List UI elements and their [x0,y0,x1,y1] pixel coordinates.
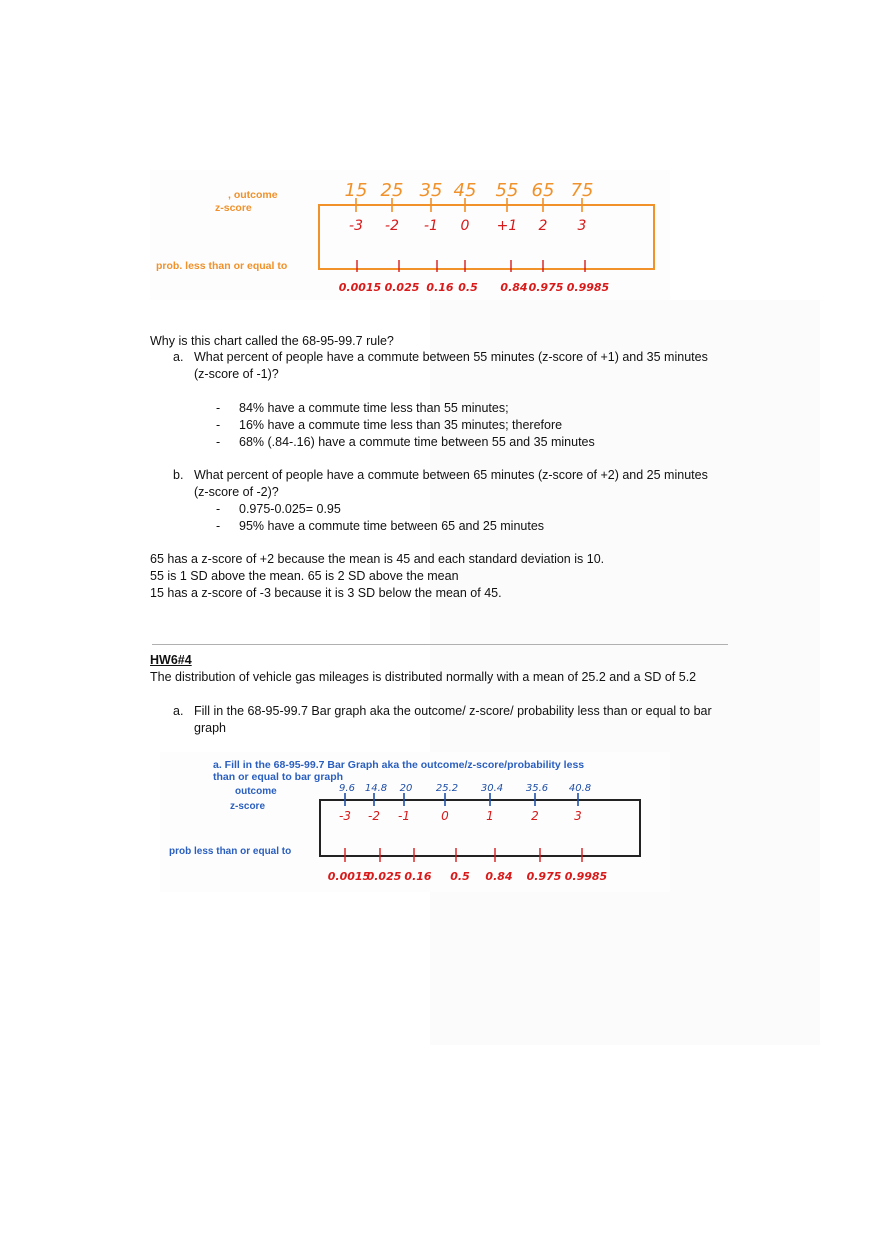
fig1-prob-label: 0.5 [458,281,478,294]
fig2-outcome-label: 35.6 [525,783,549,794]
fig2-outcome-label: 30.4 [480,783,504,794]
bullet-marker: - [216,401,221,415]
fig2-prob-label: 0.5 [450,870,470,883]
fig1-prob-label: 0.0015 [338,281,382,294]
fig1-outcome-label: 75 [570,180,594,201]
fig1-zscore-label: 3 [577,218,587,234]
fig1-zscore-label: -1 [424,218,438,234]
fig2-title-line1: a. Fill in the 68-95-99.7 Bar Graph aka the outcome/z-score/probability less [213,759,585,771]
fig1-prob-label: 0.025 [384,281,420,294]
fig2-prob-label: 0.975 [526,870,562,883]
fig1-outcome-label: 55 [495,180,519,201]
fig2-outcome-label: 20 [399,783,413,794]
fig2-prob-label: 0.9985 [564,870,608,883]
fig2-prob-label: 0.84 [485,870,513,883]
fig1-outcome-label: 35 [419,180,443,201]
fig2-zscore-label: 1 [486,809,494,823]
fig2-prob-label: 0.16 [404,870,432,883]
fig1-label-outcome: , outcome [228,189,278,201]
fig1-frame [319,205,654,269]
fig1-zscore-label: +1 [496,218,518,234]
fig2-outcome-label: 14.8 [364,783,388,794]
fig1-zscore-label: 0 [460,218,470,234]
item-a-bullet: 68% (.84-.16) have a commute time between 55 and 35 minutes [239,435,595,449]
fig1-prob-label: 0.16 [426,281,454,294]
fig2-label-outcome: outcome [235,786,277,797]
explanation-line: 15 has a z-score of -3 because it is 3 SD below the mean of 45. [150,586,502,600]
fig1-zscore-label: -2 [385,218,399,234]
item-a-line1: What percent of people have a commute between 55 minutes (z-score of +1) and 35 minutes [194,350,708,364]
hw-item-a-line2: graph [194,721,226,735]
figure-mileage-bar-graph [160,752,670,892]
why-question: Why is this chart called the 68-95-99.7 rule? [150,334,394,348]
hw-intro: The distribution of vehicle gas mileages is distributed normally with a mean of 25.2 and a SD of 5.2 [150,670,697,684]
item-a-line2: (z-score of -1)? [194,367,279,381]
fig1-outcome-label: 45 [453,180,477,201]
bullet-marker: - [216,519,221,533]
bullet-marker: - [216,502,221,516]
hw-item-a-marker: a. [173,704,184,718]
fig2-zscore-label: -3 [339,809,351,823]
item-a-bullet: 84% have a commute time less than 55 minutes; [239,401,509,415]
fig1-prob-label: 0.975 [528,281,564,294]
fig1-outcome-label: 65 [531,180,555,201]
fig2-title-line2: than or equal to bar graph [213,771,344,783]
fig2-zscore-label: 3 [574,809,582,823]
fig2-zscore-label: 0 [441,809,449,823]
fig1-outcome-label: 25 [380,180,404,201]
fig2-zscore-label: 2 [531,809,539,823]
fig2-zscore-label: -1 [398,809,410,823]
item-b-line2: (z-score of -2)? [194,485,279,499]
item-b-marker: b. [173,468,184,482]
fig1-label-zscore: z-score [215,202,252,214]
item-a-marker: a. [173,350,184,364]
fig1-zscore-label: -3 [349,218,363,234]
figure2-svg [160,752,670,892]
fig2-prob-label: 0.025 [366,870,402,883]
fig2-prob-label: 0.0015 [327,870,371,883]
fig2-outcome-label: 9.6 [339,783,355,794]
hw-item-a-line1: Fill in the 68-95-99.7 Bar graph aka the outcome/ z-score/ probability less than or equal to bar [194,704,712,718]
section-divider [152,644,728,645]
fig1-label-prob: prob. less than or equal to [156,260,288,272]
fig2-label-zscore: z-score [230,801,266,812]
item-b-bullet: 0.975-0.025= 0.95 [239,502,341,516]
hw-heading: HW6#4 [150,653,192,667]
fig2-outcome-label: 25.2 [435,783,459,794]
fig1-prob-label: 0.9985 [566,281,610,294]
item-b-line1: What percent of people have a commute between 65 minutes (z-score of +2) and 25 minutes [194,468,708,482]
figure-commute-bar-graph [150,170,670,300]
fig1-zscore-label: 2 [538,218,548,234]
fig2-outcome-label: 40.8 [568,783,592,794]
fig2-label-prob: prob less than or equal to [169,846,292,857]
item-b-bullet: 95% have a commute time between 65 and 25 minutes [239,519,545,533]
bullet-marker: - [216,418,221,432]
fig1-prob-label: 0.84 [500,281,528,294]
fig1-outcome-label: 15 [344,180,368,201]
bullet-marker: - [216,435,221,449]
explanation-line: 65 has a z-score of +2 because the mean is 45 and each standard deviation is 10. [150,552,605,566]
figure1-svg [150,170,670,300]
item-a-bullet: 16% have a commute time less than 35 minutes; therefore [239,418,563,432]
fig2-zscore-label: -2 [368,809,380,823]
explanation-line: 55 is 1 SD above the mean. 65 is 2 SD above the mean [150,569,459,583]
